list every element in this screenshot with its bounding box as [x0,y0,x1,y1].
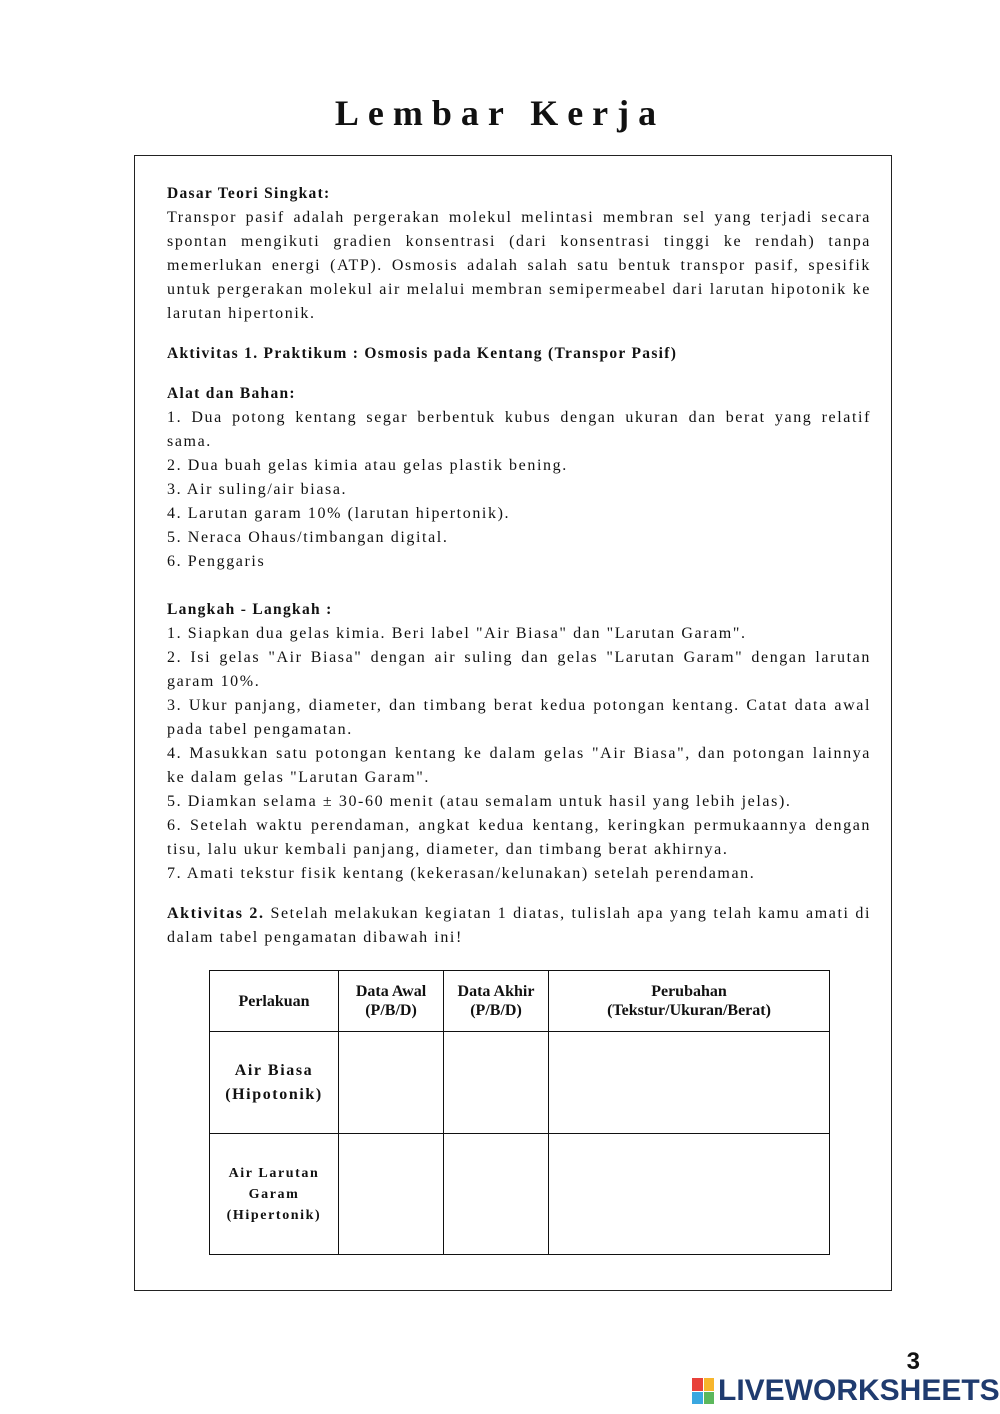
worksheet-content [167,182,871,950]
list-item: 6. Setelah waktu perendaman, angkat kedua kentang, keringkan permukaannya dengan tisu, lalu ukur kembali panjang, diameter, dan timbang berat akhirnya. [167,817,871,858]
theory-heading: Dasar Teori Singkat: [167,185,331,202]
liveworksheets-logo-icon [692,1378,714,1404]
header-data-awal: Data Awal (P/B/D) [339,971,444,1032]
liveworksheets-logo [692,1374,1000,1408]
activity1-heading: Aktivitas 1. Praktikum : Osmosis pada Kentang (Transpor Pasif) [167,345,678,362]
observation-table [209,970,830,1255]
header-perubahan: Perubahan (Tekstur/Ukuran/Berat) [549,971,830,1032]
input-cell-akhir-air-biasa[interactable] [444,1032,549,1134]
list-item: 3. Air suling/air biasa. [167,481,348,498]
steps-heading: Langkah - Langkah : [167,601,333,618]
input-cell-awal-air-biasa[interactable] [339,1032,444,1134]
row-label-air-biasa: Air Biasa (Hipotonik) [210,1032,339,1134]
activity2-text: Setelah melakukan kegiatan 1 diatas, tulislah apa yang telah kamu amati di dalam tabel pengamatan dibawah ini! [167,905,871,946]
materials-heading: Alat dan Bahan: [167,385,296,402]
row-label-larutan-garam: Air Larutan Garam (Hipertonik) [210,1134,339,1255]
table-row [210,1032,830,1134]
worksheet-frame [134,155,892,1291]
list-item: 3. Ukur panjang, diameter, dan timbang berat kedua potongan kentang. Catat data awal pada tabel pengamatan. [167,697,871,738]
list-item: 5. Neraca Ohaus/timbangan digital. [167,529,449,546]
input-cell-akhir-larutan-garam[interactable] [444,1134,549,1255]
list-item: 7. Amati tekstur fisik kentang (kekerasan/kelunakan) setelah perendaman. [167,865,756,882]
steps-list [167,622,871,886]
list-item: 4. Larutan garam 10% (larutan hipertonik). [167,505,511,522]
header-perlakuan: Perlakuan [210,971,339,1032]
list-item: 5. Diamkan selama ± 30-60 menit (atau semalam untuk hasil yang lebih jelas). [167,793,792,810]
materials-list [167,406,871,574]
list-item: 1. Siapkan dua gelas kimia. Beri label "Air Biasa" dan "Larutan Garam". [167,625,747,642]
page-number: 3 [906,1348,920,1375]
page-title: Lembar Kerja [334,93,666,133]
activity2-instruction [167,902,871,950]
brand-text: LIVEWORKSHEETS [718,1374,1000,1407]
input-cell-perubahan-larutan-garam[interactable] [549,1134,830,1255]
table-row [210,1134,830,1255]
theory-body: Transpor pasif adalah pergerakan molekul melintasi membran sel yang terjadi secara spontan mengikuti gradien konsentrasi (dari konsentrasi tinggi ke rendah) tanpa memerlukan energi (ATP). Osmosis adalah salah satu bentuk transpor pasif, spesifik untuk pergerakan molekul air melalui membran semipermeabel dari larutan hipotonik ke larutan hipertonik. [167,209,871,322]
list-item: 2. Isi gelas "Air Biasa" dengan air suling dan gelas "Larutan Garam" dengan larutan garam 10%. [167,649,871,690]
input-cell-awal-larutan-garam[interactable] [339,1134,444,1255]
list-item: 1. Dua potong kentang segar berbentuk kubus dengan ukuran dan berat yang relatif sama. [167,409,871,450]
list-item: 2. Dua buah gelas kimia atau gelas plastik bening. [167,457,568,474]
header-data-akhir: Data Akhir (P/B/D) [444,971,549,1032]
list-item: 6. Penggaris [167,553,266,570]
input-cell-perubahan-air-biasa[interactable] [549,1032,830,1134]
activity2-label: Aktivitas 2. [167,905,265,922]
list-item: 4. Masukkan satu potongan kentang ke dalam gelas "Air Biasa", dan potongan lainnya ke dalam gelas "Larutan Garam". [167,745,871,786]
table-header-row [210,971,830,1032]
